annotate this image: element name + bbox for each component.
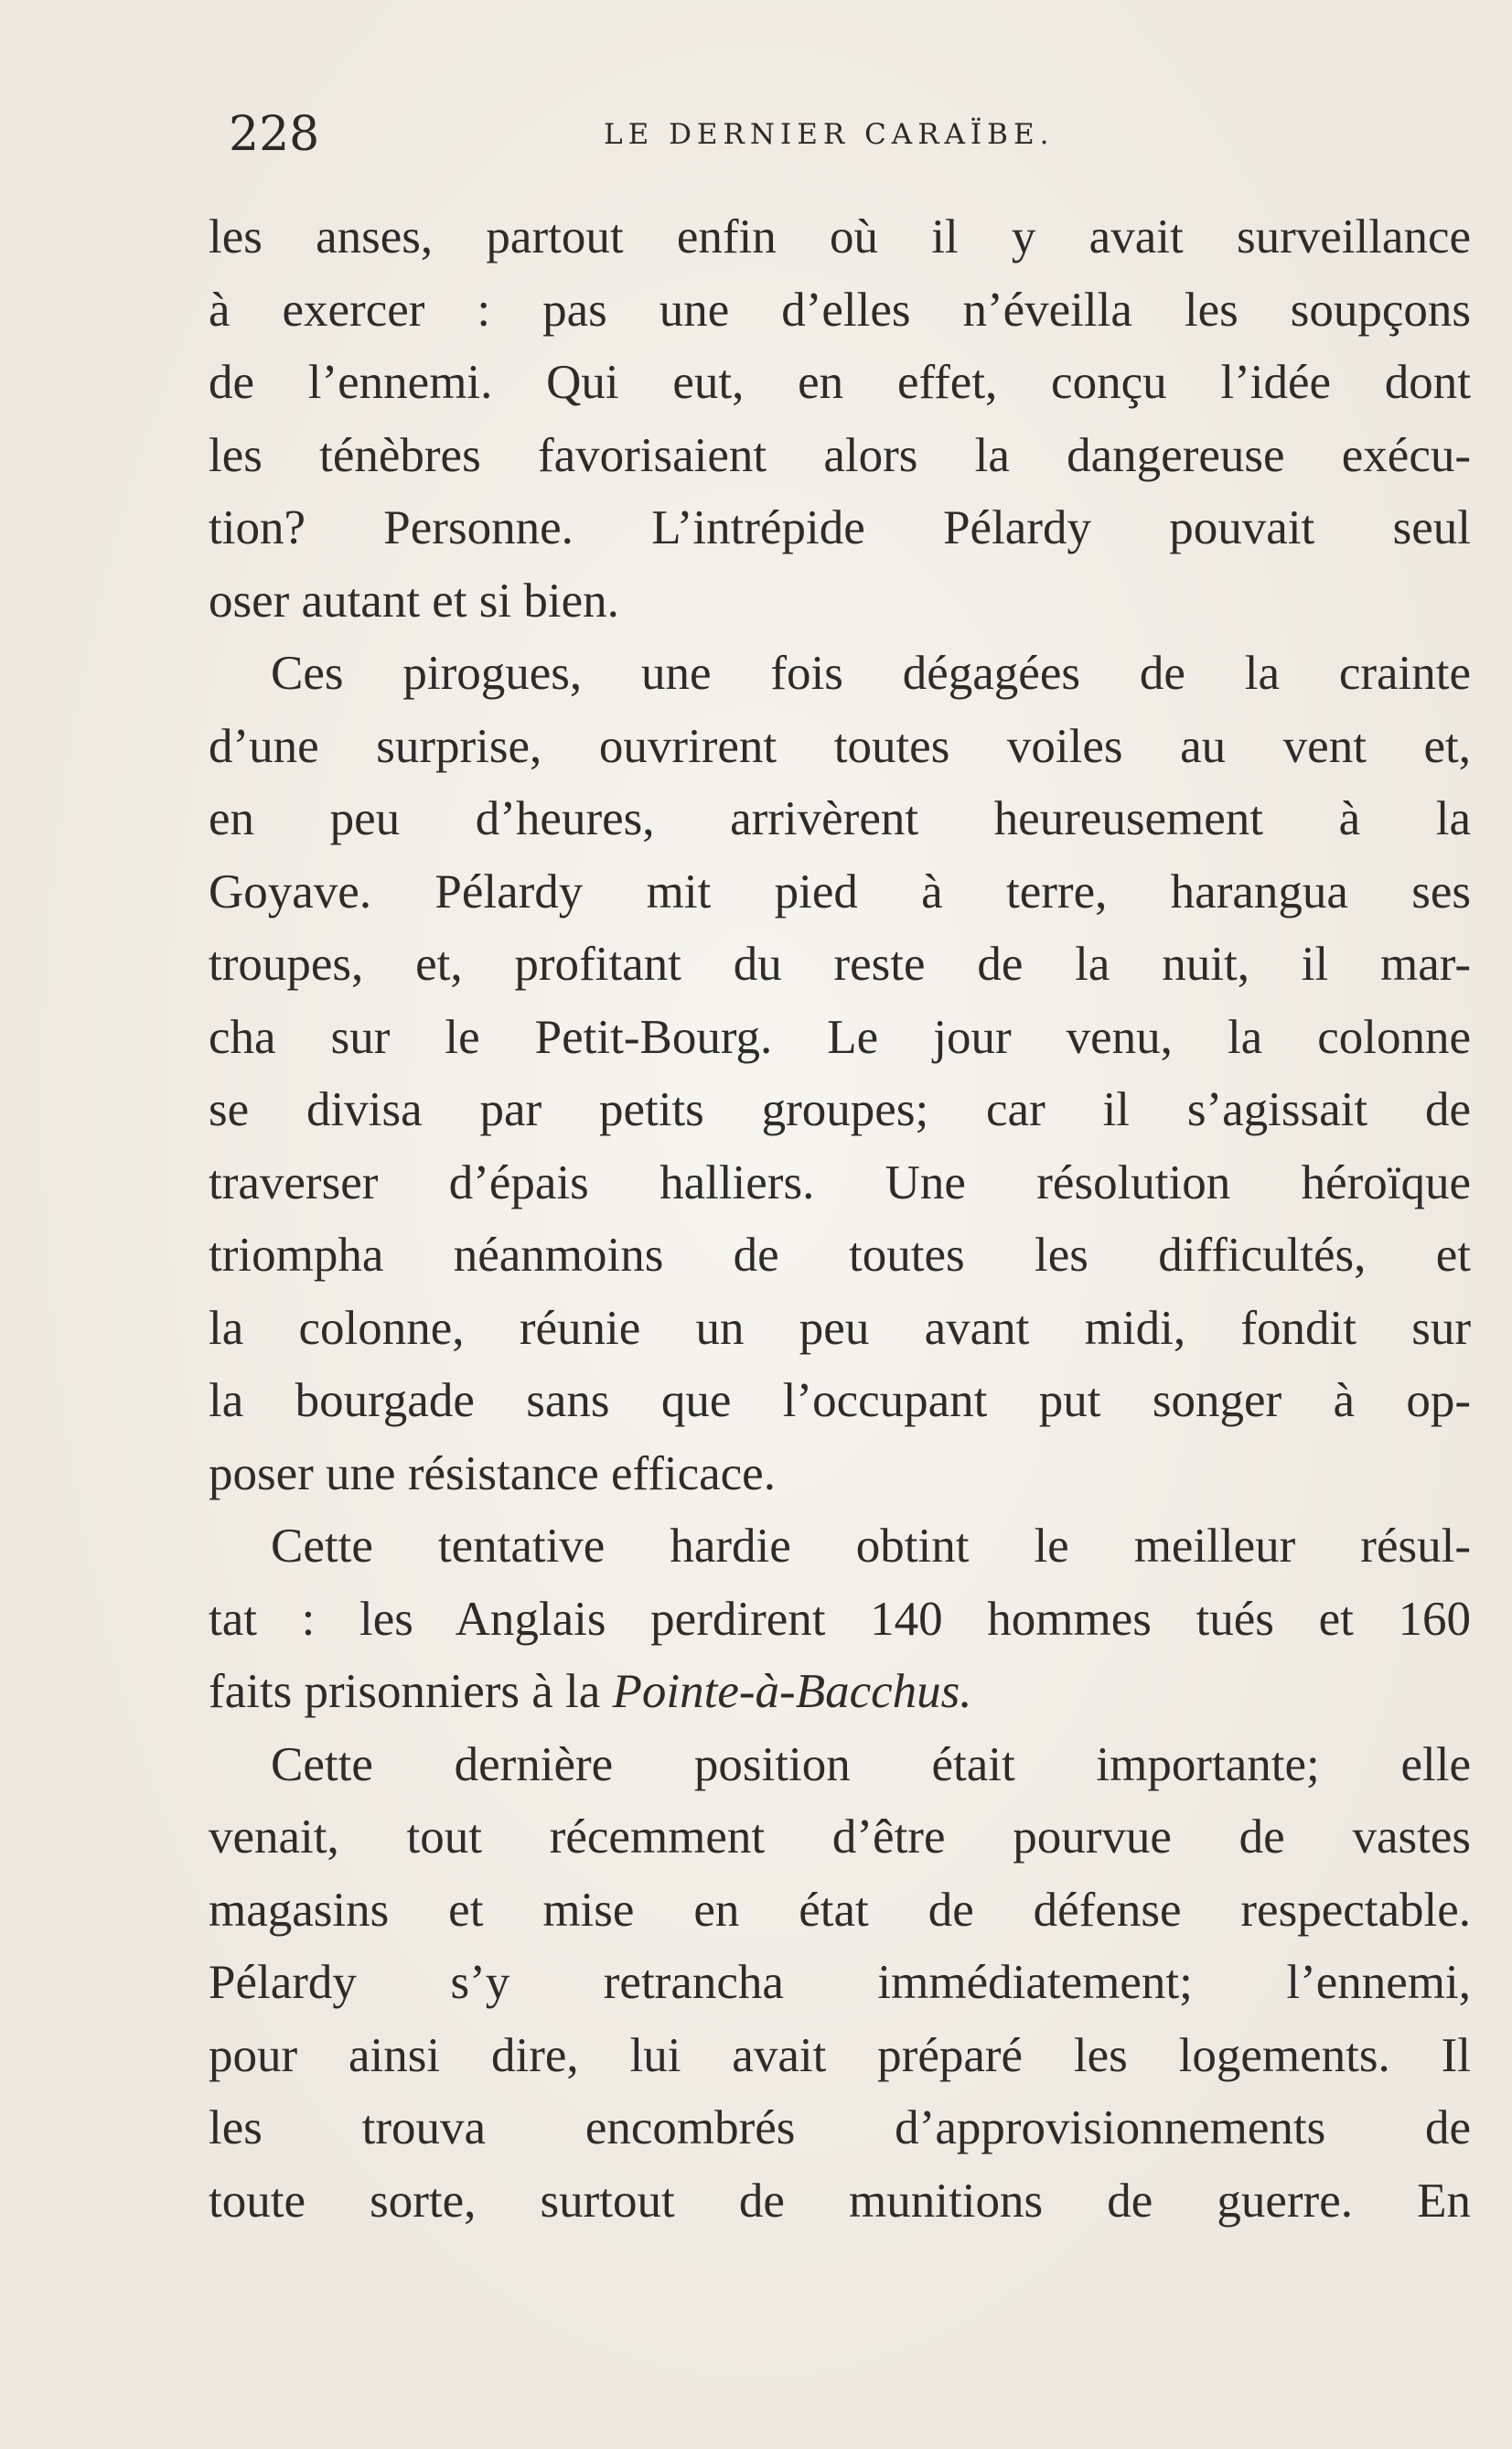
text-line: la bourgade sans que l’occupant put songer à op- [209, 1374, 1471, 1427]
text-line: Pélardy s’y retrancha immédiatement; l’ennemi, [209, 1956, 1471, 2009]
text-line: Cette tentative hardie obtint le meilleur résul- [271, 1520, 1471, 1573]
text-line: les trouva encombrés d’approvisionnements de [209, 2101, 1471, 2154]
text-line: magasins et mise en état de défense respectable. [209, 1883, 1471, 1937]
text-line: cha sur le Petit-Bourg. Le jour venu, la colonne [209, 1010, 1471, 1064]
text-line: de l’ennemi. Qui eut, en effet, conçu l’idée dont [209, 356, 1471, 409]
running-title: LE DERNIER CARAÏBE. [604, 118, 1055, 151]
text-line: se divisa par petits groupes; car il s’agissait de [209, 1083, 1471, 1136]
text-line: tion? Personne. L’intrépide Pélardy pouvait seul [209, 501, 1471, 554]
text-segment: faits prisonniers à la [209, 1665, 601, 1718]
italic-place-name: Pointe-à-Bacchus. [612, 1665, 972, 1718]
text-line: troupes, et, profitant du reste de la nuit, il mar- [209, 938, 1471, 991]
text-line: les anses, partout enfin où il y avait surveillance [209, 210, 1471, 263]
text-line: poser une résistance efficace. [209, 1446, 776, 1500]
text-line: en peu d’heures, arrivèrent heureusement à la [209, 792, 1471, 845]
text-line: tat : les Anglais perdirent 140 hommes tués et 160 [209, 1592, 1471, 1646]
text-line: Ces pirogues, une fois dégagées de la crainte [271, 647, 1471, 700]
text-line: venait, tout récemment d’être pourvue de vastes [209, 1810, 1471, 1864]
text-line: traverser d’épais halliers. Une résolution héroïque [209, 1155, 1471, 1209]
page-number: 228 [229, 107, 320, 162]
text-line: la colonne, réunie un peu avant midi, fondit sur [209, 1301, 1471, 1355]
text-line: à exercer : pas une d’elles n’éveilla les soupçons [209, 283, 1471, 337]
text-line: Goyave. Pélardy mit pied à terre, harangua ses [209, 865, 1471, 918]
text-line: pour ainsi dire, lui avait préparé les logements. Il [209, 2028, 1471, 2082]
text-line: les ténèbres favorisaient alors la dangereuse exécu- [209, 428, 1471, 482]
text-line: d’une surprise, ouvrirent toutes voiles au vent et, [209, 719, 1471, 773]
page-header [220, 102, 1482, 166]
text-line-with-italic [209, 1656, 1471, 1729]
text-line: oser autant et si bien. [209, 574, 619, 628]
text-line: Cette dernière position était importante; elle [271, 1737, 1471, 1791]
text-line: toute sorte, surtout de munitions de guerre. En [209, 2174, 1471, 2228]
text-line: triompha néanmoins de toutes les difficultés, et [209, 1229, 1471, 1282]
body-text [209, 201, 1471, 2238]
